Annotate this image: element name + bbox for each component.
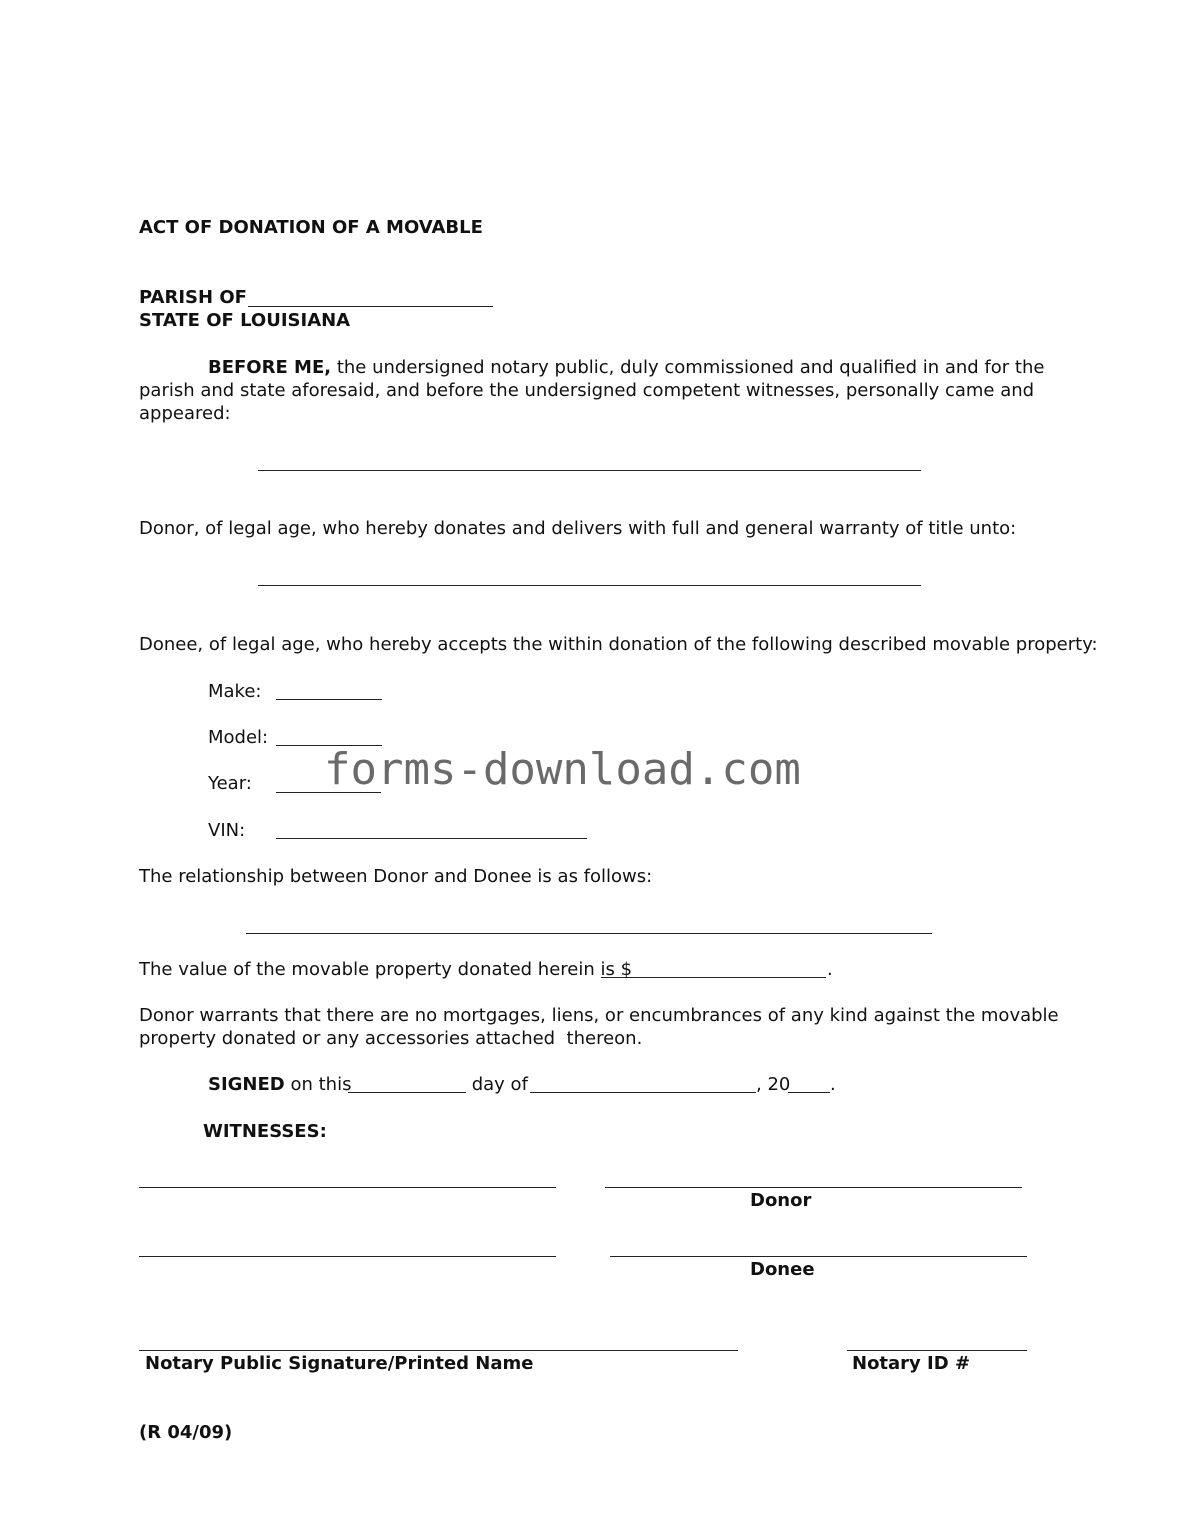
notary-id-label: Notary ID #: [852, 1353, 971, 1374]
make-label: Make:: [208, 681, 262, 702]
intro-line-2: parish and state aforesaid, and before the undersigned competent witnesses, personally came and: [139, 380, 1035, 401]
notary-signature-label: Notary Public Signature/Printed Name: [145, 1353, 534, 1374]
state-label: STATE OF LOUISIANA: [139, 310, 351, 331]
signed-end: .: [830, 1074, 836, 1095]
warranty-line-2: property donated or any accessories attached thereon.: [139, 1028, 643, 1049]
donee-signature-line[interactable]: [610, 1256, 1027, 1257]
year-label: Year:: [208, 773, 252, 794]
notary-signature-line[interactable]: [139, 1350, 738, 1351]
relationship-blank[interactable]: [246, 933, 932, 934]
value-suffix: .: [827, 959, 833, 980]
intro-line-1-text: the undersigned notary public, duly commissioned and qualified in and for the: [331, 357, 1045, 378]
signed-word-row: [208, 1073, 357, 1096]
parish-label: PARISH OF: [139, 287, 247, 308]
donor-clause: Donor, of legal age, who hereby donates and delivers with full and general warranty of title unto:: [139, 518, 1017, 539]
intro-line-1: [208, 356, 1044, 379]
vin-blank[interactable]: [276, 838, 587, 839]
donor-name-blank[interactable]: [258, 470, 921, 471]
donor-signature-line[interactable]: [605, 1187, 1022, 1188]
signed-year-prefix: , 20: [756, 1074, 791, 1095]
relationship-label: The relationship between Donor and Donee is as follows:: [139, 866, 653, 887]
intro-before-me: BEFORE ME,: [208, 357, 332, 378]
value-prefix: The value of the movable property donated herein is $: [139, 959, 633, 980]
signed-day-of: day of: [466, 1074, 534, 1095]
vin-label: VIN:: [208, 820, 246, 841]
signed-on-this: on this: [284, 1074, 358, 1095]
parish-blank[interactable]: [248, 306, 493, 307]
revision-code: (R 04/09): [139, 1422, 233, 1443]
signed-bold: SIGNED: [208, 1074, 285, 1095]
donee-label: Donee: [750, 1259, 815, 1280]
signed-month-blank[interactable]: [530, 1092, 756, 1093]
signed-day-blank[interactable]: [348, 1092, 466, 1093]
intro-line-3: appeared:: [139, 403, 231, 424]
watermark: forms-download.com: [324, 744, 801, 795]
document-title: ACT OF DONATION OF A MOVABLE: [139, 217, 483, 238]
witness-1-signature-line[interactable]: [139, 1187, 556, 1188]
model-label: Model:: [208, 727, 269, 748]
donee-clause: Donee, of legal age, who hereby accepts the within donation of the following described movable property:: [139, 634, 1098, 655]
donor-label: Donor: [750, 1190, 812, 1211]
notary-id-line[interactable]: [847, 1350, 1027, 1351]
witness-2-signature-line[interactable]: [139, 1256, 556, 1257]
value-blank[interactable]: [601, 977, 826, 978]
witnesses-label: WITNESSES:: [203, 1121, 327, 1142]
make-blank[interactable]: [276, 699, 382, 700]
signed-year-blank[interactable]: [788, 1092, 830, 1093]
warranty-line-1: Donor warrants that there are no mortgages, liens, or encumbrances of any kind against the movable: [139, 1005, 1059, 1026]
donee-name-blank[interactable]: [258, 585, 921, 586]
